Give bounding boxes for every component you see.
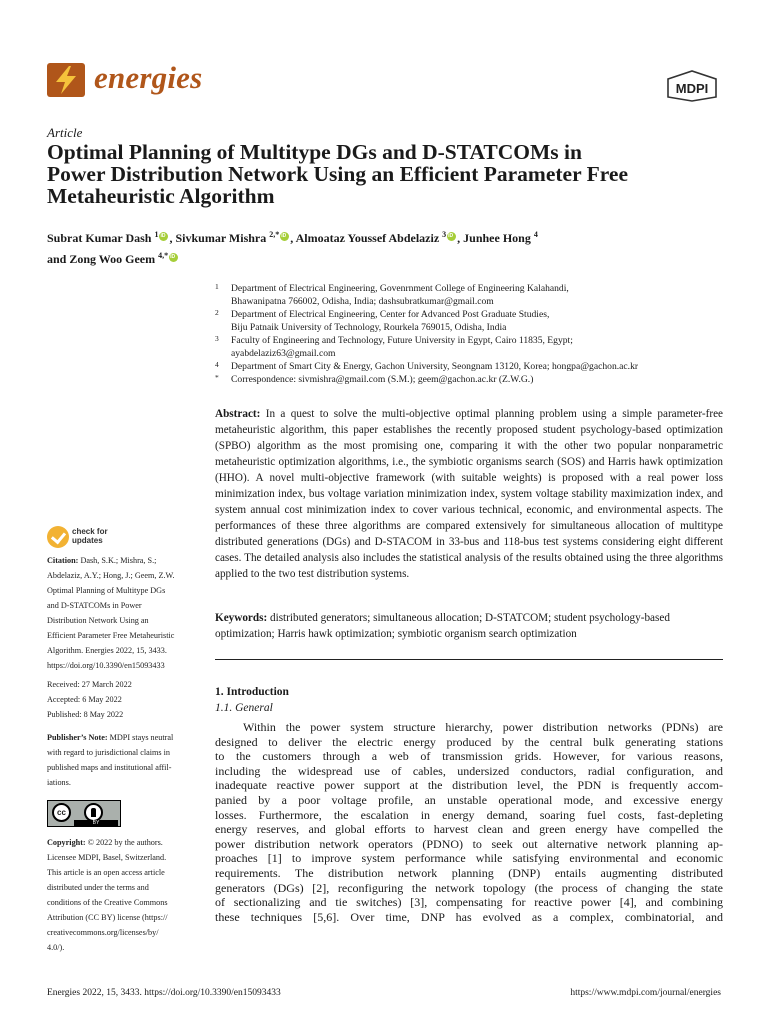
- body-line: inadequate reactive power support at the distribution level, the PDN is frequently accom-: [215, 778, 723, 793]
- orcid-icon[interactable]: [169, 253, 178, 262]
- subsection-heading: 1.1. General: [215, 702, 273, 714]
- body-line: requirements. The distribution network planning (DNP) entails augmenting distributed: [215, 865, 723, 880]
- affiliation-line: Faculty of Engineering and Technology, Future University in Egypt, Cairo 11835, Egypt;: [231, 335, 573, 346]
- journal-name: energies: [94, 60, 203, 95]
- citation-line: Efficient Parameter Free Metaheuristic: [47, 631, 175, 640]
- copyright-block: [47, 835, 197, 955]
- affiliation-line: Department of Electrical Engineering, Center for Advanced Post Graduate Studies,: [231, 309, 550, 320]
- affiliation-number: 3: [215, 334, 219, 343]
- affiliation-item: [215, 308, 735, 334]
- copyright-label: Copyright:: [47, 838, 86, 847]
- check-updates-text: [72, 527, 108, 545]
- affiliation-line: Bhawanipatna 766002, Odisha, India; dashsubratkumar@gmail.com: [231, 296, 494, 307]
- check-for-updates-button[interactable]: [47, 526, 127, 550]
- cc-icon: cc: [52, 803, 71, 822]
- cc-by-license-badge[interactable]: [47, 800, 121, 827]
- affiliation-line: ayabdelaziz63@gmail.com: [231, 348, 336, 359]
- license-link[interactable]: creativecommons.org/licenses/by/: [47, 928, 159, 937]
- citation-block: [47, 553, 197, 673]
- publisher-note-line: MDPI stays neutral: [109, 733, 174, 742]
- citation-line: Optimal Planning of Multitype DGs: [47, 586, 166, 595]
- body-line: to the customers through a web of transmission grids. However, for various reasons,: [215, 749, 723, 764]
- abstract: [215, 406, 723, 582]
- copyright-line: This article is an open access article: [47, 868, 165, 877]
- footer-citation: Energies 2022, 15, 3433. https://doi.org/10.3390/en15093433: [47, 988, 281, 998]
- mdpi-logo-icon: [664, 70, 720, 102]
- page-footer: [47, 988, 721, 998]
- section-divider: [215, 659, 723, 660]
- article-info-sidebar: [47, 553, 197, 955]
- affiliation-line: Correspondence: sivmishra@gmail.com (S.M.); geem@gachon.ac.kr (Z.W.G.): [231, 374, 534, 385]
- affiliation-line: Biju Patnaik University of Technology, Rourkela 769015, Odisha, India: [231, 322, 507, 333]
- body-line: of sectionalizing and tie switches) [3], compensating for reactive power [4], and combining: [215, 895, 723, 910]
- publisher-note-line: with regard to jurisdictional claims in: [47, 748, 171, 757]
- check-icon: [47, 526, 69, 548]
- received-date: Received: 27 March 2022: [47, 680, 132, 689]
- body-line: power distribution network operators (PDNO) to seek out alternative network planning ap-: [215, 836, 723, 851]
- publisher-note-line: published maps and institutional affil-: [47, 763, 172, 772]
- orcid-icon[interactable]: [447, 232, 456, 241]
- citation-line: Abdelaziz, A.Y.; Hong, J.; Geem, Z.W.: [47, 571, 175, 580]
- check-updates-line: check for: [72, 527, 108, 536]
- author-name[interactable]: Junhee Hong: [463, 231, 531, 245]
- body-line: these techniques [5,6]. Over time, DNP has evolved as a complex, combinatorial, and: [215, 909, 723, 924]
- citation-line: Algorithm. Energies 2022, 15, 3433.: [47, 646, 167, 655]
- orcid-icon[interactable]: [280, 232, 289, 241]
- affiliation-item: [215, 334, 735, 360]
- body-line: including the widespread use of cables, undersized conductors, radial configuration, and: [215, 763, 723, 778]
- by-label: BY: [74, 820, 118, 826]
- author-name[interactable]: Sivkumar Mishra: [175, 231, 267, 245]
- affiliation-item: [215, 282, 735, 308]
- author-affiliation-mark: 3: [442, 230, 447, 239]
- body-line: generators (DGs) [2], reconfiguring the network topology (the process of changing the state: [215, 880, 723, 895]
- affiliation-item: [215, 360, 735, 373]
- copyright-line: 4.0/).: [47, 943, 65, 952]
- section-heading: 1. Introduction: [215, 686, 289, 698]
- affiliation-number: *: [215, 373, 219, 382]
- license-link[interactable]: Attribution (CC BY) license (https://: [47, 913, 168, 922]
- body-line: designed to deliver the electric energy produced by the central bulk generating stations: [215, 734, 723, 749]
- abstract-text: In a quest to solve the multi-objective optimal planning problem using a simple parameter-free metaheuristic algorithm, this paper establishes the recently proposed student psychology-based optimization (SPBO) algorithm as the most promising one, comparing it with the other two popular nonparametric metaheuristic optimization algorithms, i.e., the symbiotic organisms search (SOS) and Harris hawk optimization (HHO). A novel multi-objective framework (with suitable weights) is proposed with a real power loss minimization index, bus voltage variation minimization index, system voltage stability maximization index, and system annual cost minimization index to cover various technical, economic, and environmental aspects. The performances of these three algorithms are compared extensively for simultaneous allocation of multitype distributed generations (DGs) and D-STACOM in 33-bus and 118-bus test systems considering eight different cases. The detailed analysis also includes the statistical analysis of the results obtained using the three algorithms applied to the two test distribution systems.: [215, 408, 723, 580]
- citation-line: and D-STATCOMs in Power: [47, 601, 142, 610]
- mdpi-logo-text: MDPI: [675, 81, 709, 96]
- title-line: Metaheuristic Algorithm: [47, 184, 275, 208]
- body-text: [215, 720, 723, 924]
- correspondence-item: [215, 373, 735, 386]
- dates-block: [47, 677, 197, 722]
- affiliation-line: Department of Electrical Engineering, Govenrnment College of Engineering Kalahandi,: [231, 283, 569, 294]
- author-affiliation-mark: 2,*: [269, 230, 280, 239]
- author-name[interactable]: and Zong Woo Geem: [47, 252, 156, 266]
- publisher-note: [47, 730, 197, 790]
- author-affiliation-mark: 4,*: [158, 251, 169, 260]
- author-name[interactable]: Subrat Kumar Dash: [47, 231, 152, 245]
- citation-doi-link[interactable]: https://doi.org/10.3390/en15093433: [47, 661, 165, 670]
- affiliations: [215, 282, 735, 386]
- copyright-line: Licensee MDPI, Basel, Switzerland.: [47, 853, 167, 862]
- title-line: Power Distribution Network Using an Efficient Parameter Free: [47, 162, 628, 186]
- copyright-line: conditions of the Creative Commons: [47, 898, 168, 907]
- author-affiliation-mark: 4: [533, 230, 538, 239]
- affiliation-number: 4: [215, 360, 219, 369]
- author-affiliation-mark: 1: [154, 230, 159, 239]
- copyright-line: distributed under the terms and: [47, 883, 149, 892]
- body-line: Within the power system structure hierarchy, power distribution networks (PDNs) are: [243, 720, 723, 734]
- affiliation-number: 1: [215, 282, 219, 291]
- citation-label: Citation:: [47, 556, 79, 565]
- body-line: energy reserves, and global efforts to harvest clean and green energy have compelled the: [215, 822, 723, 837]
- published-date: Published: 8 May 2022: [47, 710, 124, 719]
- publisher-note-line: iations.: [47, 778, 71, 787]
- article-title: [47, 141, 737, 207]
- keywords-label: Keywords:: [215, 612, 268, 624]
- affiliation-line: Department of Smart City & Energy, Gachon University, Seongnam 13120, Korea; hongpa@gachon.ac.kr: [231, 361, 639, 372]
- energies-logo-icon: [47, 63, 85, 97]
- keywords-text: distributed generators; simultaneous allocation; D-STATCOM; student psychology-based optimization; Harris hawk optimization; symbiotic organism search optimization: [215, 612, 670, 640]
- copyright-line: © 2022 by the authors.: [87, 838, 163, 847]
- abstract-label: Abstract:: [215, 408, 261, 420]
- body-line: proaches [1] to improve system performance while satisfying environmental and economic: [215, 851, 723, 866]
- title-line: Optimal Planning of Multitype DGs and D-STATCOMs in: [47, 140, 582, 164]
- citation-line: Dash, S.K.; Mishra, S.;: [80, 556, 157, 565]
- accepted-date: Accepted: 6 May 2022: [47, 695, 122, 704]
- article-type: Article: [47, 125, 83, 140]
- publisher-note-label: Publisher’s Note:: [47, 733, 108, 742]
- body-line: panied by a poor voltage profile, an unstable operational mode, and excessive energy: [215, 792, 723, 807]
- affiliation-number: 2: [215, 308, 219, 317]
- author-list: Subrat Kumar Dash $^1$iD , Sivkumar Mishra $^{2,*}$iD , Almoataz Youssef Abdelaziz $^3$iD , Junhee Hong $^4$ and Zong Woo Geem $^{4,*}$iD: [47, 226, 737, 268]
- author-name[interactable]: Almoataz Youssef Abdelaziz: [295, 231, 440, 245]
- check-updates-line: updates: [72, 536, 103, 545]
- body-line: losses. Furthermore, the escalation in energy demand, soaring fuel costs, fast-depleting: [215, 807, 723, 822]
- citation-line: Distribution Network Using an: [47, 616, 149, 625]
- keywords: [215, 610, 723, 642]
- orcid-icon[interactable]: [159, 232, 168, 241]
- journal-url-link[interactable]: https://www.mdpi.com/journal/energies: [570, 988, 721, 998]
